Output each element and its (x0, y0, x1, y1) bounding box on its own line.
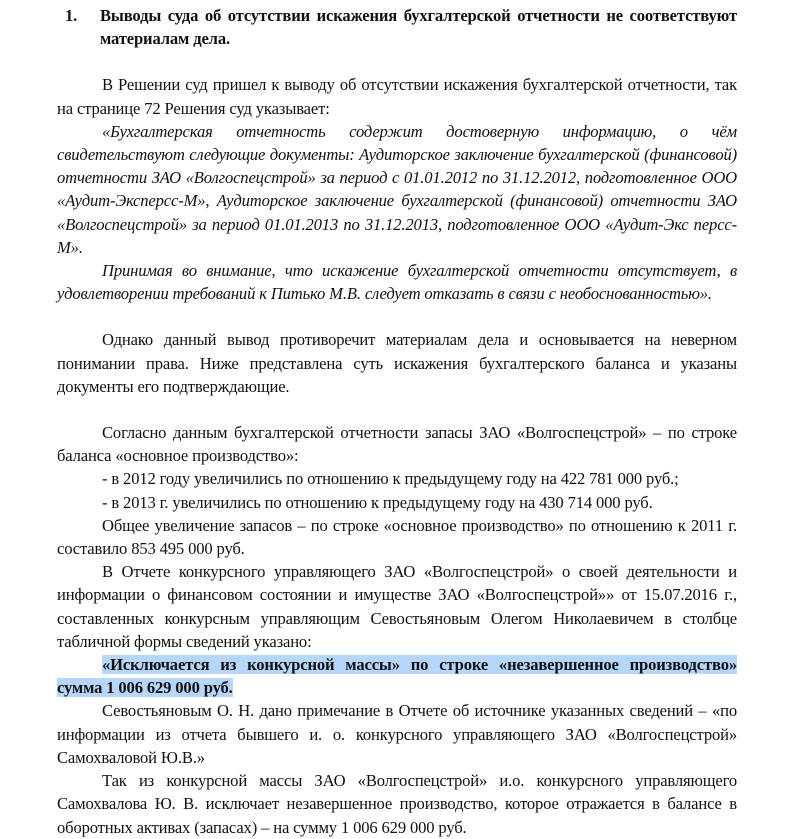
selection-highlight[interactable]: «Исключается из конкурсной массы» по строке «незавершенное производство» сумма 1 006 629 000 руб. (57, 655, 737, 698)
paragraph-note-source[interactable]: Севостьяновым О. Н. дано примечание в Отчете об источнике указанных сведений – «по информации из отчета бывшего и. о. конкурсного управляющего ЗАО «Волгоспецстрой» Самохваловой Ю.В.» (57, 701, 737, 767)
paragraph-receiver-report[interactable]: В Отчете конкурсного управляющего ЗАО «Волгоспецстрой» о своей деятельности и информации о финансовом состоянии и имуществе ЗАО «Волгоспецстрой»» от 15.07.2016 г., составленных конкурсным управляющим Севостьяновым Олегом Николаевичем в столбце табличной формы сведений указано: (57, 562, 737, 651)
paragraph-court-decision[interactable]: В Решении суд пришел к выводу об отсутствии искажения бухгалтерской отчетности, так на странице 72 Решения суд указывает: (57, 75, 737, 118)
heading-text: Выводы суда об отсутствии искажения бухгалтерской отчетности не соответствуют материалам дела. (100, 6, 737, 49)
quote-claim-rejected[interactable]: Принимая во внимание, что искажение бухгалтерской отчетности отсутствует, в удовлетворении требований к Питько М.В. следует отказать в связи с необоснованностью». (57, 261, 737, 304)
quote-accounting-reliable[interactable]: «Бухгалтерская отчетность содержит достоверную информацию, о чём свидетельствуют следующие документы: Аудиторское заключение бухгалтерской (финансовой) отчетности ЗАО «Волгоспецстрой» за период с 01.01.2012 по 31.12.2012, подготовленное ООО «Аудит-Эксперсс-М», Аудиторское заключение бухгалтерской (финансовой) отчетности ЗАО «Волгоспецстрой» за период 01.01.2013 по 31.12.2013, подготовленное ООО «Аудит-Экс персс-М». (57, 121, 737, 257)
paragraph-excluded-wip[interactable]: Так из конкурсной массы ЗАО «Волгоспецстрой» и.о. конкурсного управляющего Самохвалова Ю. В. исключает незавершенное производство, которое отражается в балансе в оборотных активах (запасах) – на сумму 1 006 629 000 руб. (57, 771, 737, 837)
paragraph-inventory[interactable]: Согласно данным бухгалтерской отчетности запасы ЗАО «Волгоспецстрой» – по строке баланса «основное производство»: (57, 423, 737, 466)
paragraph-contradiction[interactable]: Однако данный вывод противоречит материалам дела и основывается на неверном понимании права. Ниже представлена суть искажения бухгалтерского баланса и указаны документы его подтверждающие. (57, 330, 737, 396)
bullet-2012[interactable]: - в 2012 году увеличились по отношению к предыдущему году на 422 781 000 руб.; (102, 469, 679, 489)
spacer (57, 398, 737, 421)
section-heading (65, 4, 737, 50)
heading-number: 1. (65, 6, 78, 25)
spacer (57, 305, 737, 328)
paragraph-total-increase[interactable]: Общее увеличение запасов – по строке «основное производство» по отношению к 2011 г. составило 853 495 000 руб. (57, 515, 737, 559)
document-body (57, 4, 737, 839)
bullet-2013[interactable]: - в 2013 г. увеличились по отношению к предыдущему году на 430 714 000 руб. (102, 492, 653, 512)
highlighted-paragraph[interactable] (57, 653, 737, 699)
